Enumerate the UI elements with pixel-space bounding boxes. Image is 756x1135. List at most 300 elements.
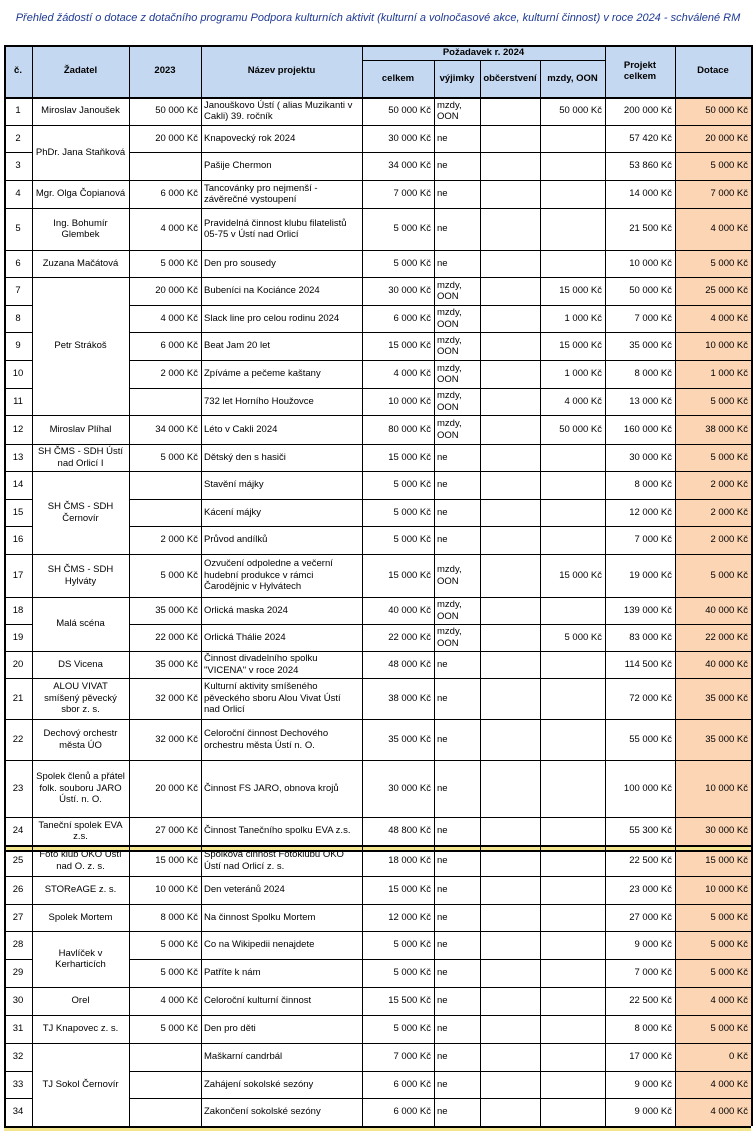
row-number: 16 bbox=[12, 534, 24, 546]
project-name: Slack line pro celou rodinu 2024 bbox=[204, 312, 340, 324]
row-number: 29 bbox=[12, 967, 24, 979]
refreshments bbox=[480, 305, 540, 332]
amount-2023: 50 000 Kč bbox=[155, 105, 198, 117]
project-name: Kulturní aktivity smíšeného pěveckého sboru Alou Vivat Ústí nad Orlicí bbox=[204, 681, 341, 716]
exceptions: ne bbox=[437, 451, 448, 463]
row-rule bbox=[129, 959, 751, 960]
header-zadatel: Žadatel bbox=[63, 65, 98, 77]
request-total: 5 000 Kč bbox=[393, 479, 431, 491]
amount-2023: 6 000 Kč bbox=[160, 188, 198, 200]
applicant-name: Taneční spolek EVA z.s. bbox=[38, 819, 123, 842]
row-rule bbox=[4, 388, 32, 389]
request-total: 30 000 Kč bbox=[388, 782, 431, 794]
project-total: 21 500 Kč bbox=[629, 223, 672, 235]
wages-oon bbox=[540, 1043, 605, 1071]
amount-2023: 34 000 Kč bbox=[155, 423, 198, 435]
exceptions: mzdy, OON bbox=[437, 334, 462, 357]
exceptions: ne bbox=[437, 1051, 448, 1063]
wages-oon bbox=[540, 931, 605, 959]
column-rule bbox=[362, 45, 363, 1126]
subsidy-amount: 5 000 Kč bbox=[710, 395, 748, 407]
refreshments bbox=[480, 499, 540, 526]
row-rule bbox=[129, 526, 751, 527]
row-number: 17 bbox=[12, 569, 24, 581]
header-pozadavek: Požadavek r. 2024 bbox=[442, 46, 525, 58]
amount-2023: 4 000 Kč bbox=[160, 312, 198, 324]
amount-2023: 27 000 Kč bbox=[155, 825, 198, 837]
project-total: 83 000 Kč bbox=[629, 631, 672, 643]
request-total: 5 000 Kč bbox=[393, 1023, 431, 1035]
request-total: 48 800 Kč bbox=[388, 825, 431, 837]
subsidy-amount: 4 000 Kč bbox=[710, 1078, 748, 1090]
project-total: 55 000 Kč bbox=[629, 733, 672, 745]
refreshments bbox=[480, 444, 540, 471]
applicant-name: TJ Sokol Černovír bbox=[42, 1078, 119, 1090]
exceptions: ne bbox=[437, 911, 448, 923]
request-total: 48 000 Kč bbox=[388, 658, 431, 670]
row-rule bbox=[4, 250, 751, 251]
row-rule bbox=[129, 332, 751, 333]
project-total: 72 000 Kč bbox=[629, 692, 672, 704]
header-projekt-celkem: Projekt celkem bbox=[623, 59, 657, 82]
amount-2023 bbox=[129, 1098, 201, 1126]
amount-2023: 20 000 Kč bbox=[155, 285, 198, 297]
column-rule bbox=[480, 60, 481, 1126]
request-total: 15 000 Kč bbox=[388, 569, 431, 581]
wages-oon: 15 000 Kč bbox=[559, 569, 602, 581]
amount-2023 bbox=[129, 471, 201, 499]
column-rule bbox=[751, 45, 753, 1126]
request-total: 5 000 Kč bbox=[393, 223, 431, 235]
header-nazev-projektu: Název projektu bbox=[247, 65, 316, 77]
subsidy-amount: 5 000 Kč bbox=[710, 160, 748, 172]
project-total: 55 300 Kč bbox=[629, 825, 672, 837]
row-number: 9 bbox=[15, 340, 21, 352]
wages-oon: 15 000 Kč bbox=[559, 340, 602, 352]
header-obcerstveni: občerstvení bbox=[483, 72, 537, 84]
refreshments bbox=[480, 817, 540, 845]
refreshments bbox=[480, 332, 540, 360]
project-name: Zpíváme a pečeme kaštany bbox=[204, 368, 321, 380]
row-rule bbox=[4, 624, 32, 625]
section-rule bbox=[4, 850, 751, 852]
refreshments bbox=[480, 125, 540, 152]
request-total: 5 000 Kč bbox=[393, 506, 431, 518]
row-rule bbox=[4, 152, 32, 153]
row-number: 26 bbox=[12, 884, 24, 896]
applicant-name: Mgr. Olga Čopianová bbox=[35, 188, 126, 200]
exceptions: ne bbox=[437, 884, 448, 896]
row-rule bbox=[4, 1071, 32, 1072]
subsidy-amount: 5 000 Kč bbox=[710, 967, 748, 979]
subsidy-amount: 4 000 Kč bbox=[710, 312, 748, 324]
project-total: 35 000 Kč bbox=[629, 340, 672, 352]
refreshments bbox=[480, 651, 540, 678]
row-rule bbox=[4, 651, 751, 652]
exceptions: mzdy, OON bbox=[437, 279, 462, 302]
applicant-name: Spolek členů a přátel folk. souboru JARO Ústí. n. O. bbox=[36, 771, 125, 806]
project-total: 23 000 Kč bbox=[629, 884, 672, 896]
amount-2023: 10 000 Kč bbox=[155, 884, 198, 896]
table-top-rule bbox=[4, 45, 751, 47]
project-total: 22 500 Kč bbox=[629, 854, 672, 866]
amount-2023: 2 000 Kč bbox=[160, 534, 198, 546]
bottom-separator bbox=[4, 1128, 751, 1131]
request-total: 80 000 Kč bbox=[388, 423, 431, 435]
request-total: 6 000 Kč bbox=[393, 1078, 431, 1090]
project-name: Patříte k nám bbox=[204, 967, 261, 979]
row-number: 4 bbox=[15, 188, 21, 200]
exceptions: ne bbox=[437, 658, 448, 670]
row-number: 18 bbox=[12, 604, 24, 616]
row-rule bbox=[4, 277, 751, 278]
row-number: 12 bbox=[12, 423, 24, 435]
project-name: Tancovánky pro nejmenší - závěrečné vystoupení bbox=[204, 182, 318, 205]
subsidy-amount: 2 000 Kč bbox=[710, 506, 748, 518]
wages-oon: 15 000 Kč bbox=[559, 285, 602, 297]
project-name: 732 let Horního Houžovce bbox=[204, 395, 314, 407]
exceptions: ne bbox=[437, 534, 448, 546]
request-total: 6 000 Kč bbox=[393, 312, 431, 324]
project-name: Den pro děti bbox=[204, 1023, 256, 1035]
row-number: 15 bbox=[12, 506, 24, 518]
row-number: 5 bbox=[15, 223, 21, 235]
subsidy-amount: 5 000 Kč bbox=[710, 1023, 748, 1035]
subsidy-amount: 5 000 Kč bbox=[710, 939, 748, 951]
row-rule bbox=[4, 305, 32, 306]
project-name: Celoroční kulturní činnost bbox=[204, 995, 312, 1007]
row-rule bbox=[129, 499, 751, 500]
row-rule bbox=[4, 931, 751, 932]
project-name: Orlická maska 2024 bbox=[204, 604, 288, 616]
project-total: 50 000 Kč bbox=[629, 285, 672, 297]
row-number: 20 bbox=[12, 658, 24, 670]
amount-2023: 20 000 Kč bbox=[155, 132, 198, 144]
request-total: 22 000 Kč bbox=[388, 631, 431, 643]
page-title: Přehled žádostí o dotace z dotačního programu Podpora kulturních aktivit (kulturní a volnočasové akce, kulturní činnost) v roce 2024 - schválené RM bbox=[15, 12, 741, 24]
exceptions: ne bbox=[437, 854, 448, 866]
request-total: 7 000 Kč bbox=[393, 1051, 431, 1063]
applicant-name: Miroslav Janoušek bbox=[41, 105, 120, 117]
wages-oon bbox=[540, 959, 605, 987]
exceptions: ne bbox=[437, 188, 448, 200]
refreshments bbox=[480, 1015, 540, 1043]
row-number: 24 bbox=[12, 825, 24, 837]
row-rule bbox=[4, 987, 751, 988]
header-mzdy-oon: mzdy, OON bbox=[547, 72, 598, 84]
row-rule bbox=[4, 444, 751, 445]
exceptions: mzdy, OON bbox=[437, 99, 462, 122]
subsidy-amount: 10 000 Kč bbox=[705, 782, 748, 794]
project-total: 22 500 Kč bbox=[629, 995, 672, 1007]
row-rule bbox=[4, 1098, 32, 1099]
wages-oon bbox=[540, 876, 605, 904]
wages-oon bbox=[540, 526, 605, 554]
subsidy-amount: 22 000 Kč bbox=[705, 631, 748, 643]
row-rule bbox=[4, 1015, 751, 1016]
subsidy-amount: 10 000 Kč bbox=[705, 340, 748, 352]
header-vyjimky: výjimky bbox=[439, 72, 475, 84]
row-number: 10 bbox=[12, 368, 24, 380]
wages-oon: 5 000 Kč bbox=[564, 631, 602, 643]
applicant-name: STOReAGE z. s. bbox=[44, 884, 117, 896]
project-name: Den pro sousedy bbox=[204, 257, 276, 269]
column-rule bbox=[32, 45, 33, 1126]
project-name: Beat Jam 20 let bbox=[204, 340, 271, 352]
exceptions: ne bbox=[437, 1106, 448, 1118]
applicant-name: Spolek Mortem bbox=[48, 911, 113, 923]
header-cislo: č. bbox=[14, 65, 22, 77]
refreshments bbox=[480, 277, 540, 305]
exceptions: mzdy, OON bbox=[437, 418, 462, 441]
exceptions: ne bbox=[437, 479, 448, 491]
column-rule bbox=[434, 60, 435, 1126]
wages-oon bbox=[540, 499, 605, 526]
exceptions: mzdy, OON bbox=[437, 599, 462, 622]
applicant-name: DS Vicena bbox=[58, 658, 103, 670]
amount-2023: 8 000 Kč bbox=[160, 911, 198, 923]
project-name: Ozvučení odpoledne a večerní hudební produkce v rámci Čarodějnic v Hylvátech bbox=[204, 558, 333, 593]
exceptions: ne bbox=[437, 939, 448, 951]
project-total: 9 000 Kč bbox=[634, 1106, 672, 1118]
wages-oon: 4 000 Kč bbox=[564, 395, 602, 407]
subsidy-amount: 5 000 Kč bbox=[710, 451, 748, 463]
amount-2023 bbox=[129, 388, 201, 415]
request-total: 15 500 Kč bbox=[388, 995, 431, 1007]
project-total: 57 420 Kč bbox=[629, 132, 672, 144]
refreshments bbox=[480, 526, 540, 554]
request-total: 15 000 Kč bbox=[388, 340, 431, 352]
request-total: 40 000 Kč bbox=[388, 604, 431, 616]
exceptions: ne bbox=[437, 733, 448, 745]
exceptions: mzdy, OON bbox=[437, 390, 462, 413]
subsidy-amount: 5 000 Kč bbox=[710, 257, 748, 269]
applicant-name: Orel bbox=[71, 995, 90, 1007]
project-name: Na činnost Spolku Mortem bbox=[204, 911, 316, 923]
amount-2023: 15 000 Kč bbox=[155, 854, 198, 866]
project-name: Stavění májky bbox=[204, 479, 264, 491]
request-total: 15 000 Kč bbox=[388, 884, 431, 896]
row-rule bbox=[4, 554, 751, 555]
refreshments bbox=[480, 360, 540, 388]
subsidy-amount: 5 000 Kč bbox=[710, 569, 748, 581]
row-rule bbox=[4, 499, 32, 500]
exceptions: ne bbox=[437, 257, 448, 269]
amount-2023: 5 000 Kč bbox=[160, 967, 198, 979]
subsidy-amount: 25 000 Kč bbox=[705, 285, 748, 297]
project-total: 114 500 Kč bbox=[624, 658, 672, 670]
project-total: 13 000 Kč bbox=[629, 395, 672, 407]
header-dotace: Dotace bbox=[697, 65, 729, 77]
refreshments bbox=[480, 931, 540, 959]
exceptions: mzdy, OON bbox=[437, 362, 462, 385]
row-rule bbox=[4, 760, 751, 761]
request-total: 5 000 Kč bbox=[393, 967, 431, 979]
refreshments bbox=[480, 678, 540, 719]
header-bottom-rule bbox=[4, 97, 751, 99]
project-name: Knapovecký rok 2024 bbox=[204, 132, 296, 144]
subsidy-amount: 10 000 Kč bbox=[705, 884, 748, 896]
row-rule bbox=[4, 208, 751, 209]
wages-oon bbox=[540, 987, 605, 1015]
row-rule bbox=[129, 360, 751, 361]
project-name: Maškarní candrbál bbox=[204, 1051, 283, 1063]
exceptions: ne bbox=[437, 506, 448, 518]
applicant-name: SH ČMS - SDH Černovír bbox=[47, 501, 114, 524]
row-rule bbox=[4, 678, 751, 679]
row-rule bbox=[4, 1043, 751, 1044]
exceptions: mzdy, OON bbox=[437, 564, 462, 587]
applicant-name: Petr Strákoš bbox=[54, 340, 107, 352]
amount-2023: 5 000 Kč bbox=[160, 451, 198, 463]
amount-2023 bbox=[129, 1043, 201, 1071]
header-celkem: celkem bbox=[381, 72, 415, 84]
amount-2023: 20 000 Kč bbox=[155, 782, 198, 794]
refreshments bbox=[480, 597, 540, 624]
row-number: 34 bbox=[12, 1106, 24, 1118]
subheader-rule bbox=[362, 60, 605, 61]
row-rule bbox=[4, 332, 32, 333]
exceptions: ne bbox=[437, 223, 448, 235]
subsidy-amount: 38 000 Kč bbox=[705, 423, 748, 435]
row-number: 32 bbox=[12, 1051, 24, 1063]
applicant-name: Ing. Bohumír Glembek bbox=[53, 217, 108, 240]
exceptions: ne bbox=[437, 1023, 448, 1035]
request-total: 4 000 Kč bbox=[393, 368, 431, 380]
request-total: 7 000 Kč bbox=[393, 188, 431, 200]
row-number: 22 bbox=[12, 733, 24, 745]
project-total: 100 000 Kč bbox=[623, 782, 672, 794]
applicant-name: SH ČMS - SDH Ústí nad Orlicí I bbox=[38, 446, 123, 469]
project-name: Dětský den s hasiči bbox=[204, 451, 286, 463]
row-number: 6 bbox=[15, 257, 21, 269]
project-name: Činnost FS JARO, obnova krojů bbox=[204, 782, 339, 794]
amount-2023: 4 000 Kč bbox=[160, 223, 198, 235]
project-total: 17 000 Kč bbox=[629, 1051, 672, 1063]
project-total: 200 000 Kč bbox=[623, 105, 672, 117]
subsidy-amount: 40 000 Kč bbox=[705, 658, 748, 670]
row-number: 7 bbox=[15, 285, 21, 297]
row-rule bbox=[129, 388, 751, 389]
request-total: 5 000 Kč bbox=[393, 534, 431, 546]
request-total: 6 000 Kč bbox=[393, 1106, 431, 1118]
column-rule bbox=[4, 45, 6, 1126]
applicant-name: TJ Knapovec z. s. bbox=[42, 1023, 119, 1035]
wages-oon bbox=[540, 1015, 605, 1043]
exceptions: ne bbox=[437, 967, 448, 979]
row-number: 2 bbox=[15, 132, 21, 144]
amount-2023 bbox=[129, 152, 201, 180]
refreshments bbox=[480, 554, 540, 597]
row-number: 8 bbox=[15, 312, 21, 324]
column-rule bbox=[605, 45, 606, 1126]
request-total: 5 000 Kč bbox=[393, 939, 431, 951]
subsidy-amount: 4 000 Kč bbox=[710, 1106, 748, 1118]
amount-2023: 32 000 Kč bbox=[155, 733, 198, 745]
subsidy-amount: 4 000 Kč bbox=[710, 223, 748, 235]
project-name: Zahájení sokolské sezóny bbox=[204, 1078, 314, 1090]
row-number: 1 bbox=[15, 105, 21, 117]
row-number: 14 bbox=[12, 479, 24, 491]
refreshments bbox=[480, 876, 540, 904]
amount-2023 bbox=[129, 1071, 201, 1098]
subsidy-amount: 50 000 Kč bbox=[705, 105, 748, 117]
row-rule bbox=[129, 305, 751, 306]
subsidy-amount: 2 000 Kč bbox=[710, 534, 748, 546]
row-number: 19 bbox=[12, 631, 24, 643]
subsidy-amount: 4 000 Kč bbox=[710, 995, 748, 1007]
request-total: 30 000 Kč bbox=[388, 132, 431, 144]
row-rule bbox=[4, 471, 751, 472]
refreshments bbox=[480, 904, 540, 931]
project-total: 53 860 Kč bbox=[629, 160, 672, 172]
applicant-name: Zuzana Mačátová bbox=[42, 257, 119, 269]
amount-2023: 4 000 Kč bbox=[160, 995, 198, 1007]
exceptions: ne bbox=[437, 782, 448, 794]
row-number: 3 bbox=[15, 160, 21, 172]
wages-oon bbox=[540, 597, 605, 624]
exceptions: ne bbox=[437, 160, 448, 172]
project-name: Den veteránů 2024 bbox=[204, 884, 285, 896]
applicant-name: Havlíček v Kerharticích bbox=[55, 947, 106, 970]
row-rule bbox=[4, 959, 32, 960]
applicant-name: ALOU VIVAT smíšený pěvecký sbor z. s. bbox=[44, 681, 117, 716]
subsidy-amount: 2 000 Kč bbox=[710, 479, 748, 491]
wages-oon bbox=[540, 208, 605, 250]
project-total: 10 000 Kč bbox=[629, 257, 672, 269]
wages-oon bbox=[540, 250, 605, 277]
refreshments bbox=[480, 471, 540, 499]
row-rule bbox=[129, 1071, 751, 1072]
request-total: 50 000 Kč bbox=[388, 105, 431, 117]
refreshments bbox=[480, 180, 540, 208]
row-rule bbox=[4, 904, 751, 905]
wages-oon bbox=[540, 719, 605, 760]
refreshments bbox=[480, 719, 540, 760]
row-number: 21 bbox=[12, 692, 24, 704]
project-name: Zakončení sokolské sezóny bbox=[204, 1106, 321, 1118]
refreshments bbox=[480, 97, 540, 125]
header-2023: 2023 bbox=[154, 65, 176, 77]
amount-2023: 2 000 Kč bbox=[160, 368, 198, 380]
amount-2023: 35 000 Kč bbox=[155, 604, 198, 616]
amount-2023 bbox=[129, 499, 201, 526]
amount-2023: 5 000 Kč bbox=[160, 257, 198, 269]
applicant-name: Dechový orchestr města ÚO bbox=[43, 728, 118, 751]
subsidy-amount: 30 000 Kč bbox=[705, 825, 748, 837]
refreshments bbox=[480, 250, 540, 277]
exceptions: ne bbox=[437, 132, 448, 144]
refreshments bbox=[480, 987, 540, 1015]
project-total: 12 000 Kč bbox=[629, 506, 672, 518]
wages-oon bbox=[540, 904, 605, 931]
project-total: 7 000 Kč bbox=[634, 967, 672, 979]
refreshments bbox=[480, 1071, 540, 1098]
project-total: 9 000 Kč bbox=[634, 939, 672, 951]
row-number: 11 bbox=[13, 395, 23, 407]
wages-oon bbox=[540, 180, 605, 208]
refreshments bbox=[480, 415, 540, 444]
project-name: Průvod andílků bbox=[204, 534, 268, 546]
applicant-name: SH ČMS - SDH Hylváty bbox=[47, 564, 114, 587]
wages-oon bbox=[540, 125, 605, 152]
project-total: 7 000 Kč bbox=[634, 534, 672, 546]
row-rule bbox=[4, 597, 751, 598]
refreshments bbox=[480, 760, 540, 817]
wages-oon bbox=[540, 651, 605, 678]
row-rule bbox=[129, 1098, 751, 1099]
project-total: 160 000 Kč bbox=[623, 423, 672, 435]
